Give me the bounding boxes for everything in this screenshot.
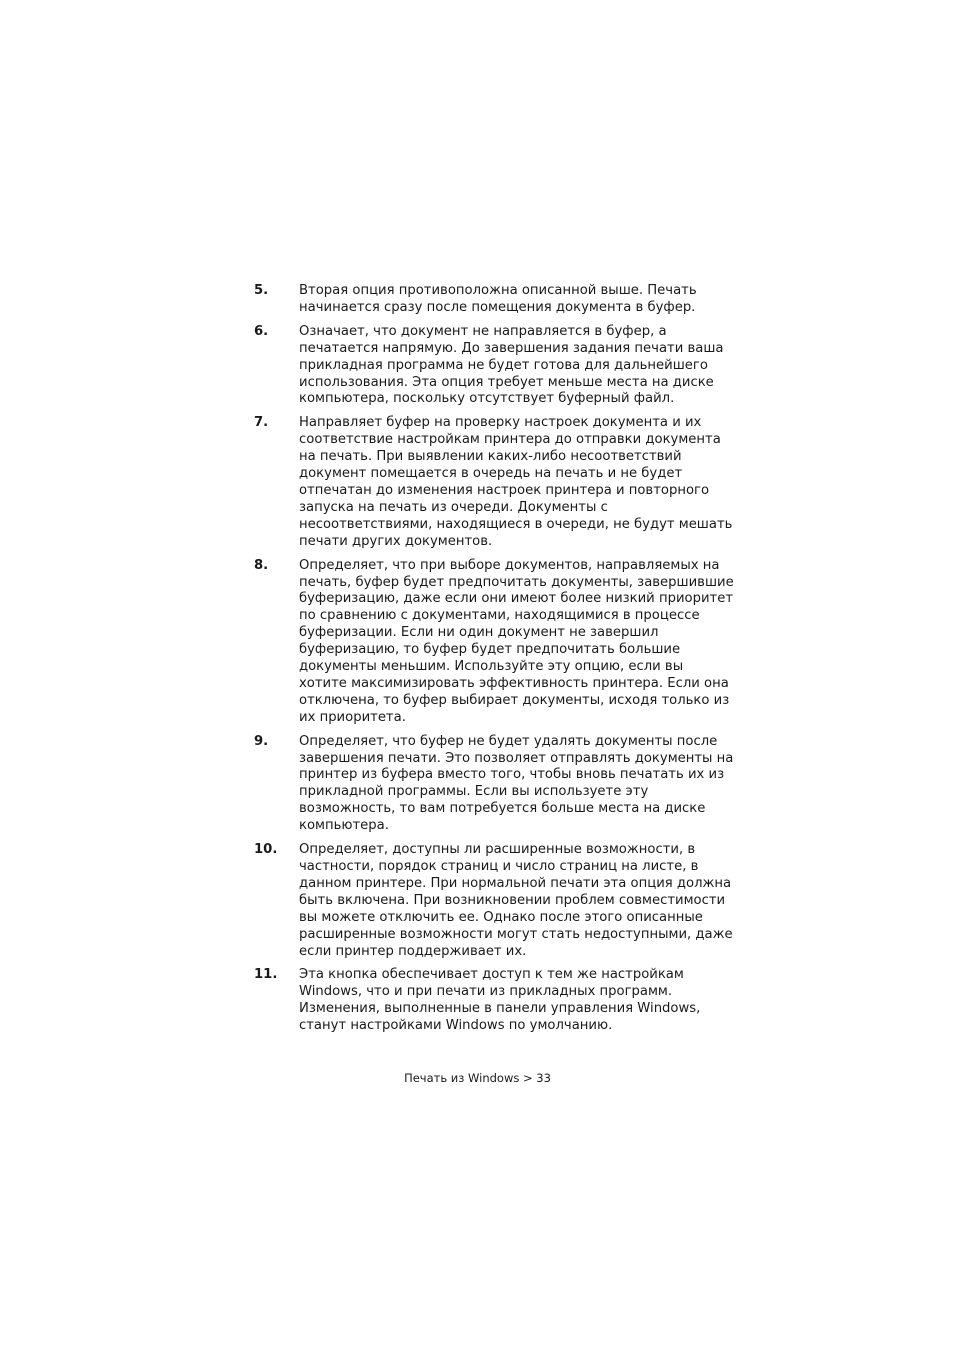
- item-text: Определяет, что при выборе документов, направляемых на печать, буфер будет предпочитать документы, завершившие буферизацию, даже если они имеют более низкий приоритет по сравнению с документами, находящимися в процессе буферизации. Если ни один документ не завершил буферизацию, то буфер будет предпочитать большие документы меньшим. Используйте эту опцию, если вы хотите максимизировать эффективность принтера. Если она отключена, то буфер выбирает документы, исходя только из их приоритета.: [299, 557, 734, 725]
- numbered-list: [254, 283, 734, 1042]
- item-text: Направляет буфер на проверку настроек документа и их соответствие настройкам принтера до отправки документа на печать. При выявлении каких-либо несоответствий документ помещается в очередь на печать и не будет отпечатан до изменения настроек принтера и повторного запуска на печать из очереди. Документы с несоответствиями, находящиеся в очереди, не будут мешать печати других документов.: [299, 415, 733, 549]
- item-text: Определяет, доступны ли расширенные возможности, в частности, порядок страниц и число страниц на листе, в данном принтере. При нормальной печати эта опция должна быть включена. При возникновении проблем совместимости вы можете отключить ее. Однако после этого описанные расширенные возможности могут стать недоступными, даже если принтер поддерживает их.: [299, 842, 733, 959]
- list-item: [254, 967, 734, 1035]
- list-item: [254, 415, 734, 550]
- item-number: 9.: [254, 733, 269, 749]
- item-number: 10.: [254, 842, 278, 858]
- item-text: Вторая опция противоположна описанной выше. Печать начинается сразу после помещения документа в буфер.: [299, 283, 697, 315]
- list-item: [254, 734, 734, 835]
- item-number: 5.: [254, 283, 269, 298]
- list-item: [254, 324, 734, 409]
- list-item: [254, 842, 734, 960]
- item-text: Означает, что документ не направляется в буфер, а печатается напрямую. До завершения задания печати ваша прикладная программа не будет готова для дальнейшего использования. Эта опция требует меньше места на диске компьютера, поскольку отсутствует буферный файл.: [299, 323, 724, 407]
- list-item: [254, 283, 734, 317]
- item-text: Определяет, что буфер не будет удалять документы после завершения печати. Это позволяет отправлять документы на принтер из буфера вместо того, чтобы вновь печатать их из прикладной программы. Если вы используете эту возможность, то вам потребуется больше места на диске компьютера.: [299, 733, 734, 834]
- page-footer: Печать из Windows > 33: [404, 1071, 551, 1085]
- item-number: 6.: [254, 323, 269, 339]
- item-number: 8.: [254, 557, 269, 573]
- item-number: 7.: [254, 415, 269, 431]
- item-number: 11.: [254, 967, 278, 983]
- item-text: Эта кнопка обеспечивает доступ к тем же настройкам Windows, что и при печати из прикладных программ. Изменения, выполненные в панели управления Windows, станут настройками Windows по умолчанию.: [299, 967, 701, 1034]
- list-item: [254, 558, 734, 727]
